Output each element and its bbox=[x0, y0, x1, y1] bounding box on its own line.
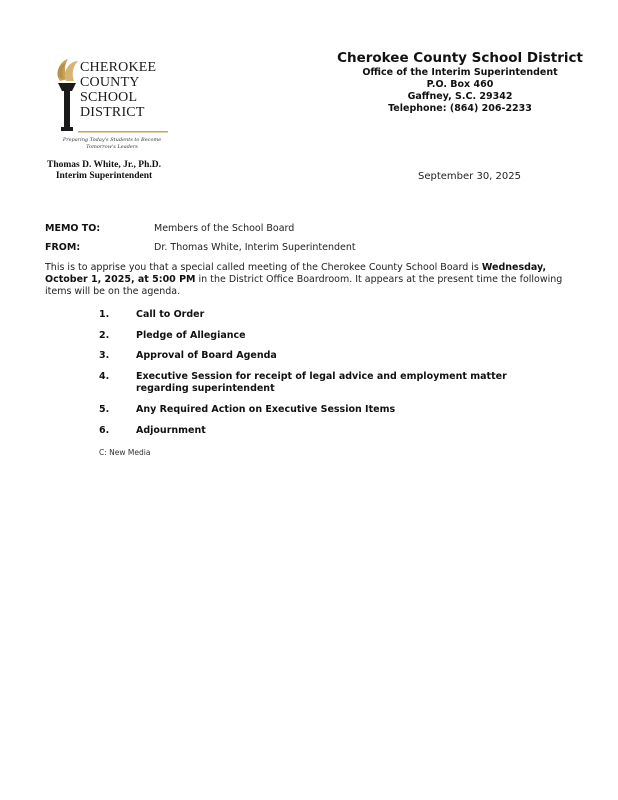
cc-line: C: New Media bbox=[99, 448, 151, 457]
body-intro: This is to apprise you that a special called meeting of the Cherokee County School Board is bbox=[45, 262, 482, 273]
agenda-num-2: 2. bbox=[99, 330, 110, 341]
agenda-item-3: Approval of Board Agenda bbox=[136, 350, 277, 361]
district-phone: Telephone: (864) 206-2233 bbox=[388, 103, 532, 114]
agenda-num-4: 4. bbox=[99, 371, 110, 382]
signer-block bbox=[24, 160, 184, 182]
agenda-item-5: Any Required Action on Executive Session Items bbox=[136, 404, 396, 415]
agenda-num-3: 3. bbox=[99, 350, 110, 361]
agenda-item-1: Call to Order bbox=[136, 309, 205, 320]
signer-name: Thomas D. White, Jr., Ph.D. bbox=[46, 160, 161, 170]
agenda-item-4: Executive Session for receipt of legal advice and employment matter regarding superintendent bbox=[136, 371, 507, 394]
district-name: Cherokee County School District bbox=[337, 50, 583, 66]
memo-to-value: Members of the School Board bbox=[154, 223, 295, 234]
memo-to-label: MEMO TO: bbox=[45, 223, 101, 234]
agenda-item-6: Adjournment bbox=[136, 425, 206, 436]
memo-date: September 30, 2025 bbox=[418, 171, 521, 182]
body-meeting-time: Wednesday, October 1, 2025, at 5:00 PM bbox=[45, 262, 547, 285]
district-logo bbox=[52, 55, 170, 155]
logo-tagline-1: Preparing Today's Students to Become bbox=[62, 137, 162, 143]
memo-from-value: Dr. Thomas White, Interim Superintendent bbox=[154, 242, 356, 253]
memo-from-label: FROM: bbox=[45, 242, 81, 253]
district-office: Office of the Interim Superintendent bbox=[362, 67, 558, 78]
agenda-num-1: 1. bbox=[99, 309, 110, 320]
logo-word-district: DISTRICT bbox=[80, 105, 145, 120]
agenda-item-2: Pledge of Allegiance bbox=[136, 330, 246, 341]
agenda-num-6: 6. bbox=[99, 425, 110, 436]
signer-title: Interim Superintendent bbox=[55, 171, 153, 181]
body-rest: in the District Office Boardroom. It appears at the present time the following items will be on the agenda. bbox=[45, 274, 563, 297]
district-city: Gaffney, S.C. 29342 bbox=[407, 91, 513, 102]
memo-body bbox=[45, 262, 580, 298]
logo-word-cherokee: CHEROKEE bbox=[80, 60, 157, 75]
logo-word-school: SCHOOL bbox=[80, 90, 138, 105]
district-header bbox=[330, 50, 590, 115]
district-po-box: P.O. Box 460 bbox=[426, 79, 494, 90]
agenda-num-5: 5. bbox=[99, 404, 110, 415]
logo-tagline-2: Tomorrow's Leaders bbox=[86, 144, 138, 150]
logo-word-county: COUNTY bbox=[80, 75, 140, 90]
